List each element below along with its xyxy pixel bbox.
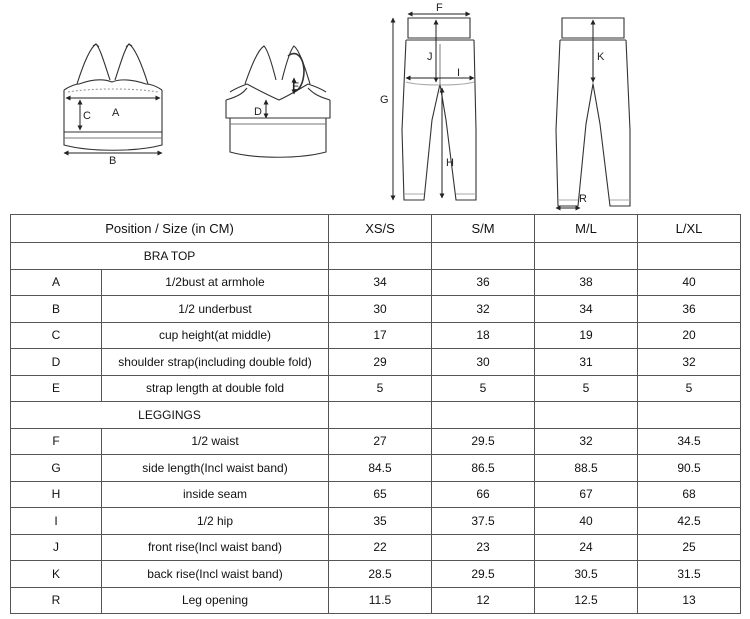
bra-back-dimensions (254, 78, 299, 118)
row-value: 34.5 (638, 428, 741, 455)
row-label: front rise(Incl waist band) (102, 534, 329, 561)
row-code: K (11, 561, 102, 588)
row-value: 31.5 (638, 561, 741, 588)
row-value: 25 (638, 534, 741, 561)
table-row (11, 455, 741, 482)
row-label: back rise(Incl waist band) (102, 561, 329, 588)
label-e: E (292, 81, 300, 93)
row-value: 5 (432, 375, 535, 402)
row-label: 1/2 hip (102, 508, 329, 535)
row-value: 40 (638, 269, 741, 296)
row-value: 32 (638, 349, 741, 376)
table-row (11, 587, 741, 614)
size-header: L/XL (638, 215, 741, 243)
row-value: 5 (329, 375, 432, 402)
row-code: F (11, 428, 102, 455)
row-value: 18 (432, 322, 535, 349)
label-r: R (579, 193, 587, 205)
label-h: H (446, 157, 454, 169)
row-label: side length(Incl waist band) (102, 455, 329, 482)
row-label: 1/2bust at armhole (102, 269, 329, 296)
table-row (11, 322, 741, 349)
row-value: 20 (638, 322, 741, 349)
row-code: D (11, 349, 102, 376)
row-value: 17 (329, 322, 432, 349)
row-value: 68 (638, 481, 741, 508)
table-row (11, 296, 741, 323)
label-d: D (254, 106, 262, 118)
table-row (11, 508, 741, 535)
row-value: 65 (329, 481, 432, 508)
label-c: C (83, 110, 91, 122)
row-label: cup height(at middle) (102, 322, 329, 349)
row-value: 34 (329, 269, 432, 296)
section-title-leggings: LEGGINGS (11, 402, 329, 429)
row-value: 66 (432, 481, 535, 508)
row-label: shoulder strap(including double fold) (102, 349, 329, 376)
row-value: 5 (638, 375, 741, 402)
row-label: 1/2 underbust (102, 296, 329, 323)
row-value: 27 (329, 428, 432, 455)
row-label: Leg opening (102, 587, 329, 614)
row-code: G (11, 455, 102, 482)
row-value: 38 (535, 269, 638, 296)
table-row (11, 534, 741, 561)
section-row (11, 402, 741, 429)
bra-back-diagram (226, 46, 330, 157)
label-a: A (112, 107, 120, 119)
row-value: 90.5 (638, 455, 741, 482)
row-label: inside seam (102, 481, 329, 508)
row-code: E (11, 375, 102, 402)
row-value: 34 (535, 296, 638, 323)
row-value: 36 (638, 296, 741, 323)
size-chart-table (10, 214, 741, 614)
row-value: 67 (535, 481, 638, 508)
header-row (11, 215, 741, 243)
row-value: 30 (329, 296, 432, 323)
row-value: 88.5 (535, 455, 638, 482)
row-value: 13 (638, 587, 741, 614)
table-row (11, 561, 741, 588)
row-value: 40 (535, 508, 638, 535)
row-code: A (11, 269, 102, 296)
row-value: 28.5 (329, 561, 432, 588)
section-row (11, 243, 741, 270)
row-value: 32 (432, 296, 535, 323)
row-value: 86.5 (432, 455, 535, 482)
row-value: 24 (535, 534, 638, 561)
table-row (11, 269, 741, 296)
row-value: 29 (329, 349, 432, 376)
row-code: I (11, 508, 102, 535)
row-value: 23 (432, 534, 535, 561)
row-label: 1/2 waist (102, 428, 329, 455)
label-g: G (380, 94, 389, 106)
table-row (11, 375, 741, 402)
row-value: 84.5 (329, 455, 432, 482)
diagram-canvas (0, 0, 750, 214)
bra-front-diagram (64, 44, 162, 150)
row-value: 31 (535, 349, 638, 376)
row-value: 22 (329, 534, 432, 561)
row-value: 30.5 (535, 561, 638, 588)
label-k: K (597, 51, 605, 63)
row-value: 11.5 (329, 587, 432, 614)
row-value: 30 (432, 349, 535, 376)
leggings-front-diagram (402, 18, 476, 200)
label-j: J (427, 51, 433, 63)
row-value: 19 (535, 322, 638, 349)
row-value: 37.5 (432, 508, 535, 535)
section-title-bra-top: BRA TOP (11, 243, 329, 270)
label-f: F (436, 2, 443, 14)
garment-diagrams (0, 0, 750, 214)
row-value: 32 (535, 428, 638, 455)
row-value: 35 (329, 508, 432, 535)
row-value: 36 (432, 269, 535, 296)
row-value: 12.5 (535, 587, 638, 614)
row-code: C (11, 322, 102, 349)
table-row (11, 481, 741, 508)
size-header: M/L (535, 215, 638, 243)
size-header: XS/S (329, 215, 432, 243)
row-code: B (11, 296, 102, 323)
row-code: J (11, 534, 102, 561)
position-size-header: Position / Size (in CM) (11, 215, 329, 243)
row-label: strap length at double fold (102, 375, 329, 402)
table-row (11, 349, 741, 376)
row-code: R (11, 587, 102, 614)
row-value: 42.5 (638, 508, 741, 535)
label-i: I (457, 67, 461, 79)
row-code: H (11, 481, 102, 508)
row-value: 29.5 (432, 428, 535, 455)
label-b: B (109, 155, 117, 167)
size-header: S/M (432, 215, 535, 243)
row-value: 5 (535, 375, 638, 402)
table-row (11, 428, 741, 455)
row-value: 29.5 (432, 561, 535, 588)
row-value: 12 (432, 587, 535, 614)
